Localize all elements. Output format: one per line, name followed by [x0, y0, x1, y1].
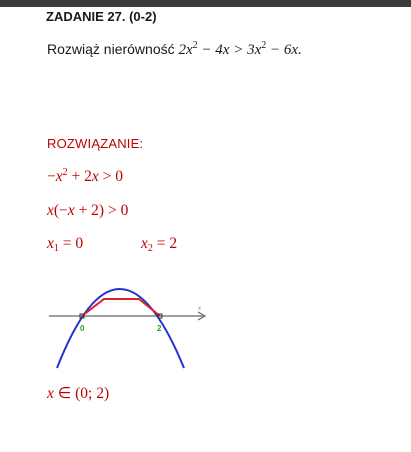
parabola-curve — [57, 289, 184, 368]
solution-heading: ROZWIĄZANIE: — [47, 136, 144, 151]
task-title: ZADANIE 27. (0-2) — [46, 9, 157, 24]
solution-step-1: $-x^2 + 2x > 0$ — [47, 167, 124, 185]
tick-label-2: 2 — [157, 324, 162, 333]
tick-label-0: 0 — [80, 324, 85, 333]
x-axis-label: x — [198, 306, 201, 312]
task-inequality: $2x^2 - 4x > 3x^2 - 6x$. — [178, 40, 302, 58]
root-1: $x_1 = 0$ — [47, 235, 84, 254]
root-2: $x_2 = 2$ — [141, 235, 178, 254]
answer: x ∈ (0; 2) — [47, 385, 110, 402]
solution-step-2: x(−x + 2) > 0 — [47, 202, 129, 219]
task-lead: Rozwiąż nierówność — [47, 41, 175, 57]
